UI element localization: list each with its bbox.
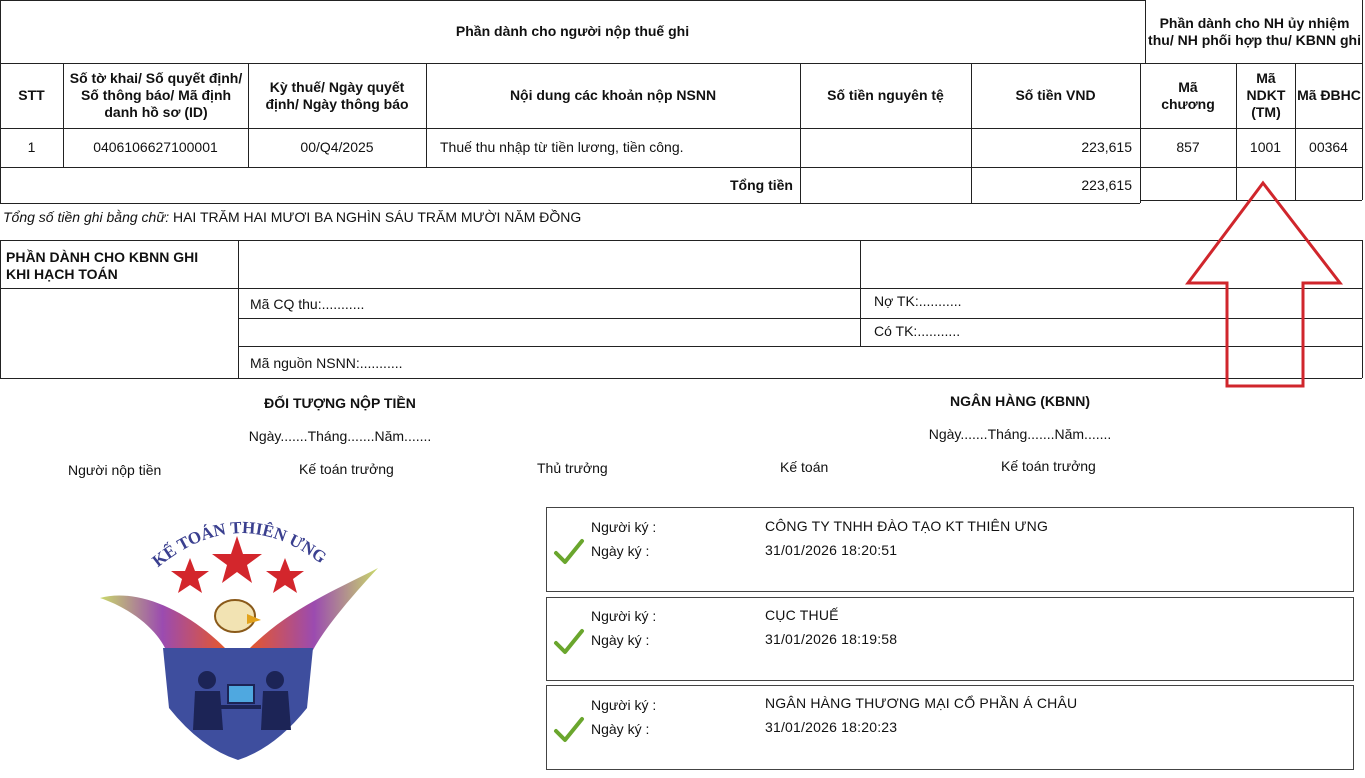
payer-block-date: Ngày.......Tháng.......Năm....... [248, 428, 432, 444]
row-chapter-code: 857 [1176, 139, 1200, 155]
logo-text: KẾ TOÁN THIÊN ƯNG [148, 517, 331, 571]
amount-in-words-label: Tổng số tiền ghi bằng chữ: [3, 209, 170, 225]
ma-cq-thu: Mã CQ thu:........... [250, 296, 365, 312]
col-header-foreign-amount: Số tiền nguyên tệ [827, 87, 944, 103]
col-header-content: Nội dung các khoản nộp NSNN [509, 87, 717, 103]
no-tk: Nợ TK:........... [874, 293, 962, 309]
row-ndkt-code: 1001 [1249, 139, 1282, 155]
bank-block-date: Ngày.......Tháng.......Năm....... [928, 426, 1112, 442]
row-doc-no: 0406106627100001 [93, 139, 218, 155]
sign-date: 31/01/2026 18:20:23 [765, 719, 898, 735]
col-header-stt: STT [18, 87, 45, 103]
signer-name: CỤC THUẾ [765, 607, 839, 623]
row-period: 00/Q4/2025 [300, 139, 374, 155]
col-header-chapter-code: Mã chương [1161, 78, 1215, 112]
digital-signature-3 [546, 685, 1354, 770]
sign-date-label: Ngày ký : [591, 543, 650, 559]
total-vnd-amount: 223,615 [1081, 176, 1132, 193]
col-header-period: Kỳ thuế/ Ngày quyết định/ Ngày thông báo [265, 78, 409, 112]
signer-accountant: Kế toán [780, 459, 829, 475]
signer-chief-accountant-bank: Kế toán trưởng [1001, 458, 1096, 474]
row-stt: 1 [27, 139, 36, 155]
col-header-vnd-amount: Số tiền VND [1015, 87, 1096, 103]
signer-name: CÔNG TY TNHH ĐÀO TẠO KT THIÊN ƯNG [765, 518, 1049, 534]
col-header-doc-no: Số tờ khai/ Số quyết định/ Số thông báo/ Mã định danh hồ sơ (ID) [69, 70, 243, 120]
signer-payer: Người nộp tiền [68, 462, 162, 478]
sign-date-label: Ngày ký : [591, 721, 650, 737]
bank-block-title: NGÂN HÀNG (KBNN) [950, 393, 1090, 409]
checkmark-icon [553, 628, 585, 656]
ma-nguon-nsnn: Mã nguồn NSNN:........... [250, 355, 403, 371]
kbnn-section-title: PHẦN DÀNH CHO KBNN GHI KHI HẠCH TOÁN [6, 249, 199, 282]
amount-in-words [3, 209, 581, 225]
checkmark-icon [553, 716, 585, 744]
company-logo [95, 508, 385, 766]
row-vnd-amount: 223,615 [1081, 139, 1132, 155]
sign-date-label: Ngày ký : [591, 632, 650, 648]
checkmark-icon [553, 538, 585, 566]
sign-date: 31/01/2026 18:19:58 [765, 631, 898, 647]
sign-date: 31/01/2026 18:20:51 [765, 542, 898, 558]
signer-chief-accountant: Kế toán trưởng [299, 461, 394, 477]
bank-section-title: Phần dành cho NH ủy nhiệm thu/ NH phối hợp thu/ KBNN ghi [1148, 15, 1361, 48]
co-tk: Có TK:........... [874, 323, 961, 339]
taxpayer-section-title: Phần dành cho người nộp thuế ghi [455, 23, 690, 39]
col-header-dbhc-code: Mã ĐBHC [1297, 87, 1361, 103]
signer-head: Thủ trưởng [537, 460, 608, 476]
row-content: Thuế thu nhập từ tiền lương, tiền công. [440, 139, 684, 155]
digital-signature-2 [546, 597, 1354, 681]
row-dbhc-code: 00364 [1309, 139, 1348, 155]
amount-in-words-value: HAI TRĂM HAI MƯƠI BA NGHÌN SÁU TRĂM MƯỜI NĂM ĐỒNG [172, 209, 582, 225]
signer-label: Người ký : [591, 519, 657, 535]
payer-block-title: ĐỐI TƯỢNG NỘP TIỀN [264, 395, 416, 411]
signer-name: NGÂN HÀNG THƯƠNG MẠI CỔ PHẦN Á CHÂU [765, 695, 1078, 711]
digital-signature-1 [546, 507, 1354, 592]
col-header-ndkt-code: Mã NDKT (TM) [1246, 70, 1286, 120]
signer-label: Người ký : [591, 608, 657, 624]
total-label: Tổng tiền [730, 176, 793, 193]
red-up-arrow-icon [1185, 180, 1345, 390]
row-foreign-amount [800, 128, 963, 167]
signer-label: Người ký : [591, 697, 657, 713]
